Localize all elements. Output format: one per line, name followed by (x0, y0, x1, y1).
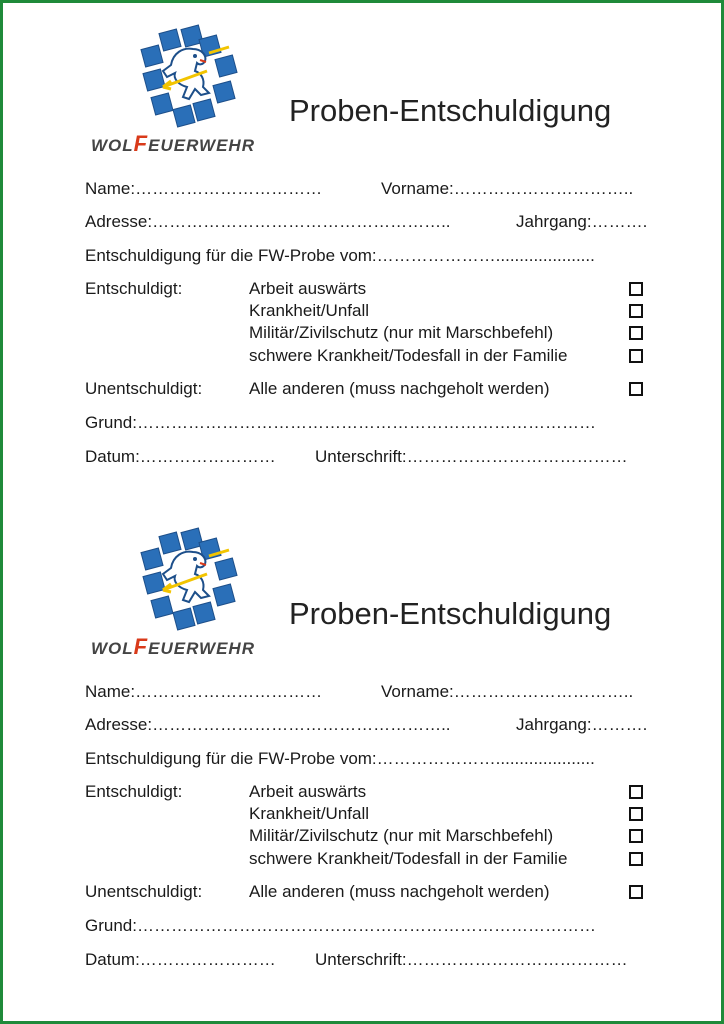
excuse-form-1 (3, 3, 724, 503)
probe-date-field[interactable]: Entschuldigung für die FW-Probe vom:…………………..................... (85, 749, 595, 768)
feuerwehr-logo (91, 524, 281, 659)
vorname-field[interactable]: Vorname:………………………….. (381, 682, 634, 701)
unentschuldigt-text: Alle anderen (muss nachgeholt werden) (249, 882, 550, 901)
checkbox-arbeit[interactable] (629, 282, 643, 296)
name-field[interactable]: Name:…………………………… (85, 682, 323, 701)
reason-label-krankheit: Krankheit/Unfall (249, 301, 370, 320)
checkbox-todesfall[interactable] (629, 852, 643, 866)
unentschuldigt-label: Unentschuldigt: (85, 882, 203, 901)
adresse-field[interactable]: Adresse:…………………………………………….. (85, 212, 451, 231)
reason-label-todesfall: schwere Krankheit/Todesfall in der Familie (249, 849, 568, 868)
logo-wordmark: WOLFEUERWEHR (91, 634, 255, 659)
adresse-field[interactable]: Adresse:…………………………………………….. (85, 715, 451, 734)
checkbox-unentschuldigt[interactable] (629, 382, 643, 396)
form-title: Proben-Entschuldigung (289, 596, 612, 631)
checkbox-krankheit[interactable] (629, 807, 643, 821)
feuerwehr-logo (91, 21, 281, 156)
probe-date-field[interactable]: Entschuldigung für die FW-Probe vom:…………………..................... (85, 246, 595, 265)
reason-label-arbeit: Arbeit auswärts (249, 279, 367, 298)
jahrgang-field[interactable]: Jahrgang:………. (516, 212, 648, 231)
checkbox-todesfall[interactable] (629, 349, 643, 363)
lion-crest-icon (91, 524, 281, 632)
checkbox-militaer[interactable] (629, 326, 643, 340)
excuse-form-2 (3, 506, 724, 1006)
name-field[interactable]: Name:…………………………… (85, 179, 323, 198)
grund-field[interactable]: Grund:……………………………………………………………………… (85, 916, 596, 935)
grund-field[interactable]: Grund:……………………………………………………………………… (85, 413, 596, 432)
lion-crest-icon (91, 21, 281, 129)
logo-wordmark: WOLFEUERWEHR (91, 131, 255, 156)
datum-field[interactable]: Datum:…………………… (85, 447, 276, 466)
form-title: Proben-Entschuldigung (289, 93, 612, 128)
datum-field[interactable]: Datum:…………………… (85, 950, 276, 969)
unentschuldigt-text: Alle anderen (muss nachgeholt werden) (249, 379, 550, 398)
checkbox-militaer[interactable] (629, 829, 643, 843)
vorname-field[interactable]: Vorname:………………………….. (381, 179, 634, 198)
unentschuldigt-label: Unentschuldigt: (85, 379, 203, 398)
unterschrift-field[interactable]: Unterschrift:………………………………… (315, 950, 628, 969)
unterschrift-field[interactable]: Unterschrift:………………………………… (315, 447, 628, 466)
jahrgang-field[interactable]: Jahrgang:………. (516, 715, 648, 734)
checkbox-krankheit[interactable] (629, 304, 643, 318)
checkbox-arbeit[interactable] (629, 785, 643, 799)
reason-label-krankheit: Krankheit/Unfall (249, 804, 370, 823)
reason-label-militaer: Militär/Zivilschutz (nur mit Marschbefehl) (249, 826, 554, 845)
entschuldigt-label: Entschuldigt: (85, 782, 183, 801)
checkbox-unentschuldigt[interactable] (629, 885, 643, 899)
reason-label-militaer: Militär/Zivilschutz (nur mit Marschbefehl) (249, 323, 554, 342)
reason-label-arbeit: Arbeit auswärts (249, 782, 367, 801)
reason-label-todesfall: schwere Krankheit/Todesfall in der Familie (249, 346, 568, 365)
entschuldigt-label: Entschuldigt: (85, 279, 183, 298)
